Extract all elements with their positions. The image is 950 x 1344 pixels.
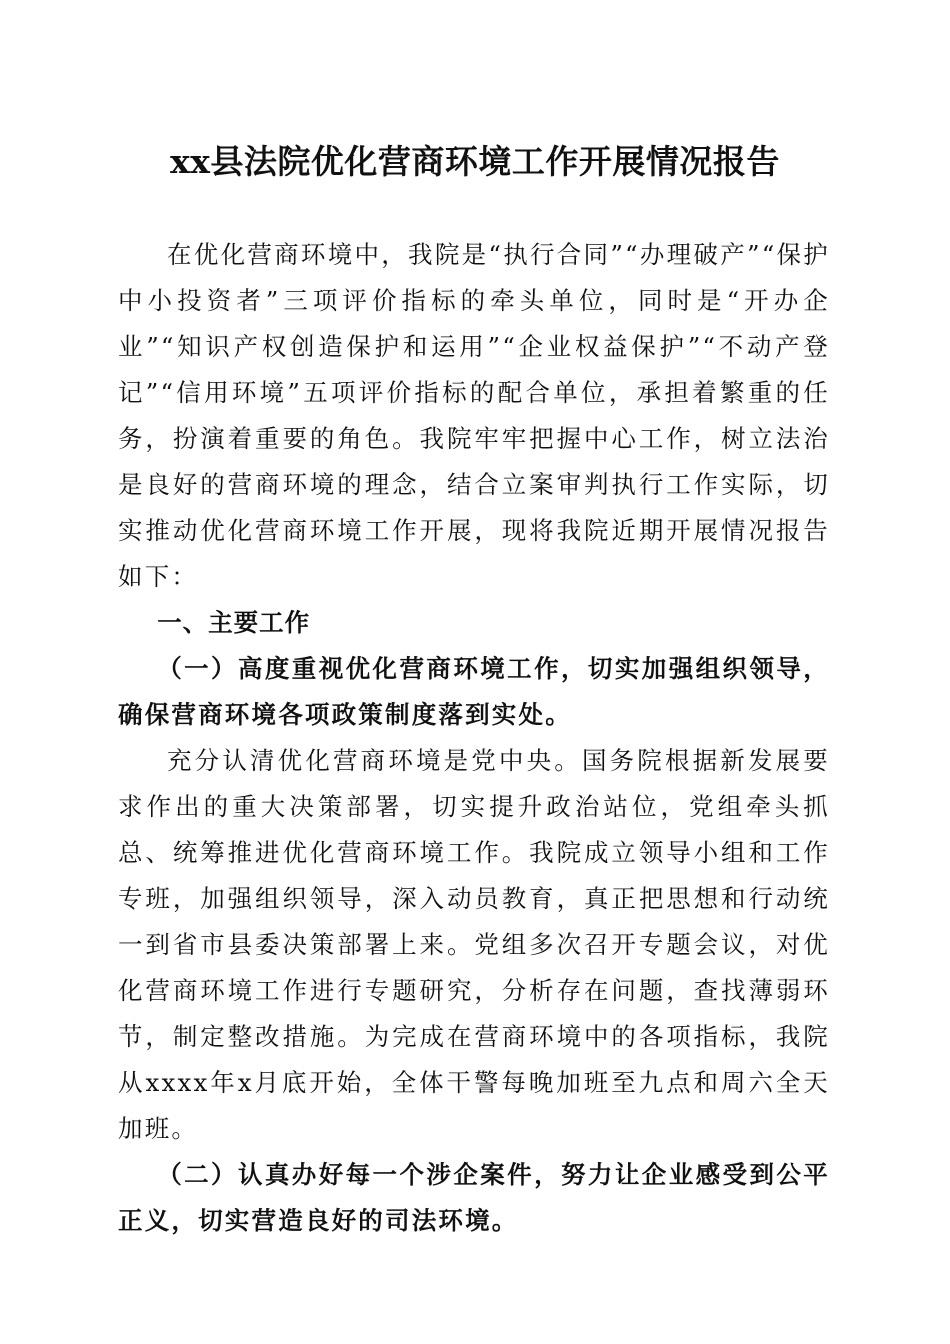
subsection-heading-1: （一）高度重视优化营商环境工作，切实加强组织领导，确保营商环境各项政策制度落到实处。 [118,654,830,729]
subsection-1-paragraph: 充分认清优化营商环境是党中央。国务院根据新发展要求作出的重大决策部署，切实提升政治站位，党组牵头抓总、统筹推进优化营商环境工作。我院成立领导小组和工作专班，加强组织领导，深入动员教育，真正把思想和行动统一到省市县委决策部署上来。党组多次召开专题会议，对优化营商环境工作进行专题研究，分析存在问题，查找薄弱环节，制定整改措施。为完成在营商环境中的各项指标，我院从xxxx年x月底开始，全体干警每晚加班至九点和周六全天加班。 [118,746,830,1143]
document-title: xx县法院优化营商环境工作开展情况报告 [170,142,780,181]
subsection-heading-2: （二）认真办好每一个涉企案件，努力让企业感受到公平正义，切实营造良好的司法环境。 [118,1160,830,1235]
intro-paragraph: 在优化营商环境中，我院是“执行合同”“办理破产”“保护中小投资者”三项评价指标的牵头单位，同时是“开办企业”“知识产权创造保护和运用”“企业权益保护”“不动产登记”“信用环境”五项评价指标的配合单位，承担着繁重的任务，扮演着重要的角色。我院牢牢把握中心工作，树立法治是良好的营商环境的理念，结合立案审判执行工作实际，切实推动优化营商环境工作开展，现将我院近期开展情况报告如下： [118,240,830,591]
document-body [118,232,830,1244]
section-heading-main-work: 一、主要工作 [157,608,311,637]
